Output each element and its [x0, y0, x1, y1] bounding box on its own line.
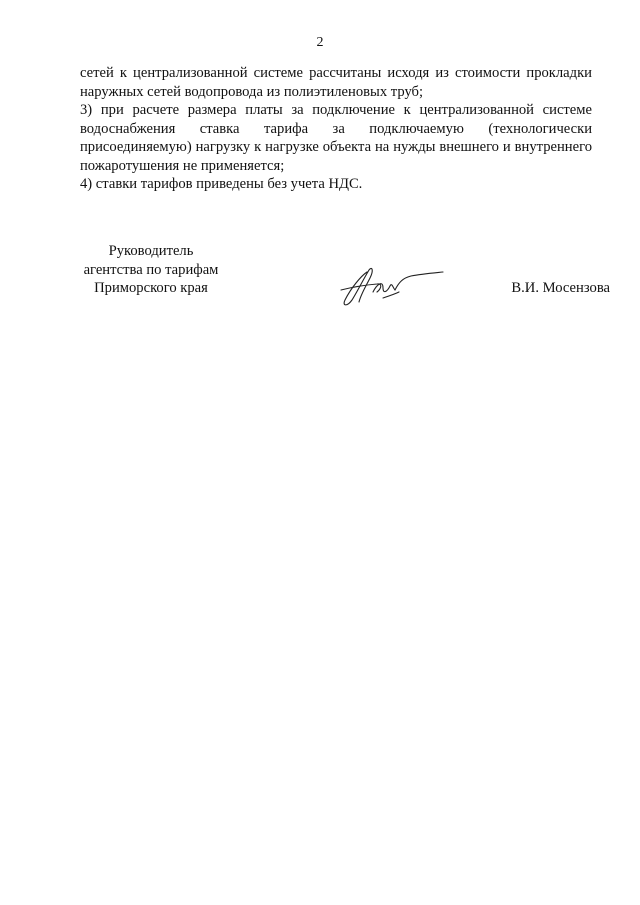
- signature-block: [60, 242, 610, 322]
- body-text: [80, 64, 592, 194]
- position-line: агентства по тарифам: [83, 261, 219, 278]
- signer-name: В.И. Мосензова: [511, 280, 610, 296]
- handwritten-signature: [337, 254, 447, 314]
- paragraph-item-4: 4) ставки тарифов приведены без учета НДС.: [80, 176, 363, 192]
- position-line: Приморского края: [94, 280, 208, 296]
- position-line: Руководитель: [108, 243, 194, 259]
- page-number: 2: [316, 35, 324, 50]
- paragraph-continuation: сетей к централизованной системе рассчитаны исходя из стоимости прокладки наружных сетей водопровода из полиэтиленовых труб;: [80, 65, 592, 100]
- paragraph-item-3: 3) при расчете размера платы за подключение к централизованной системе водоснабжения ставка тарифа за подключаемую (технологически присоединяемую) нагрузку к нагрузке объекта на нужды внешнего и внутреннего пожаротушения не применяется;: [80, 102, 592, 174]
- signer-position: [60, 242, 242, 298]
